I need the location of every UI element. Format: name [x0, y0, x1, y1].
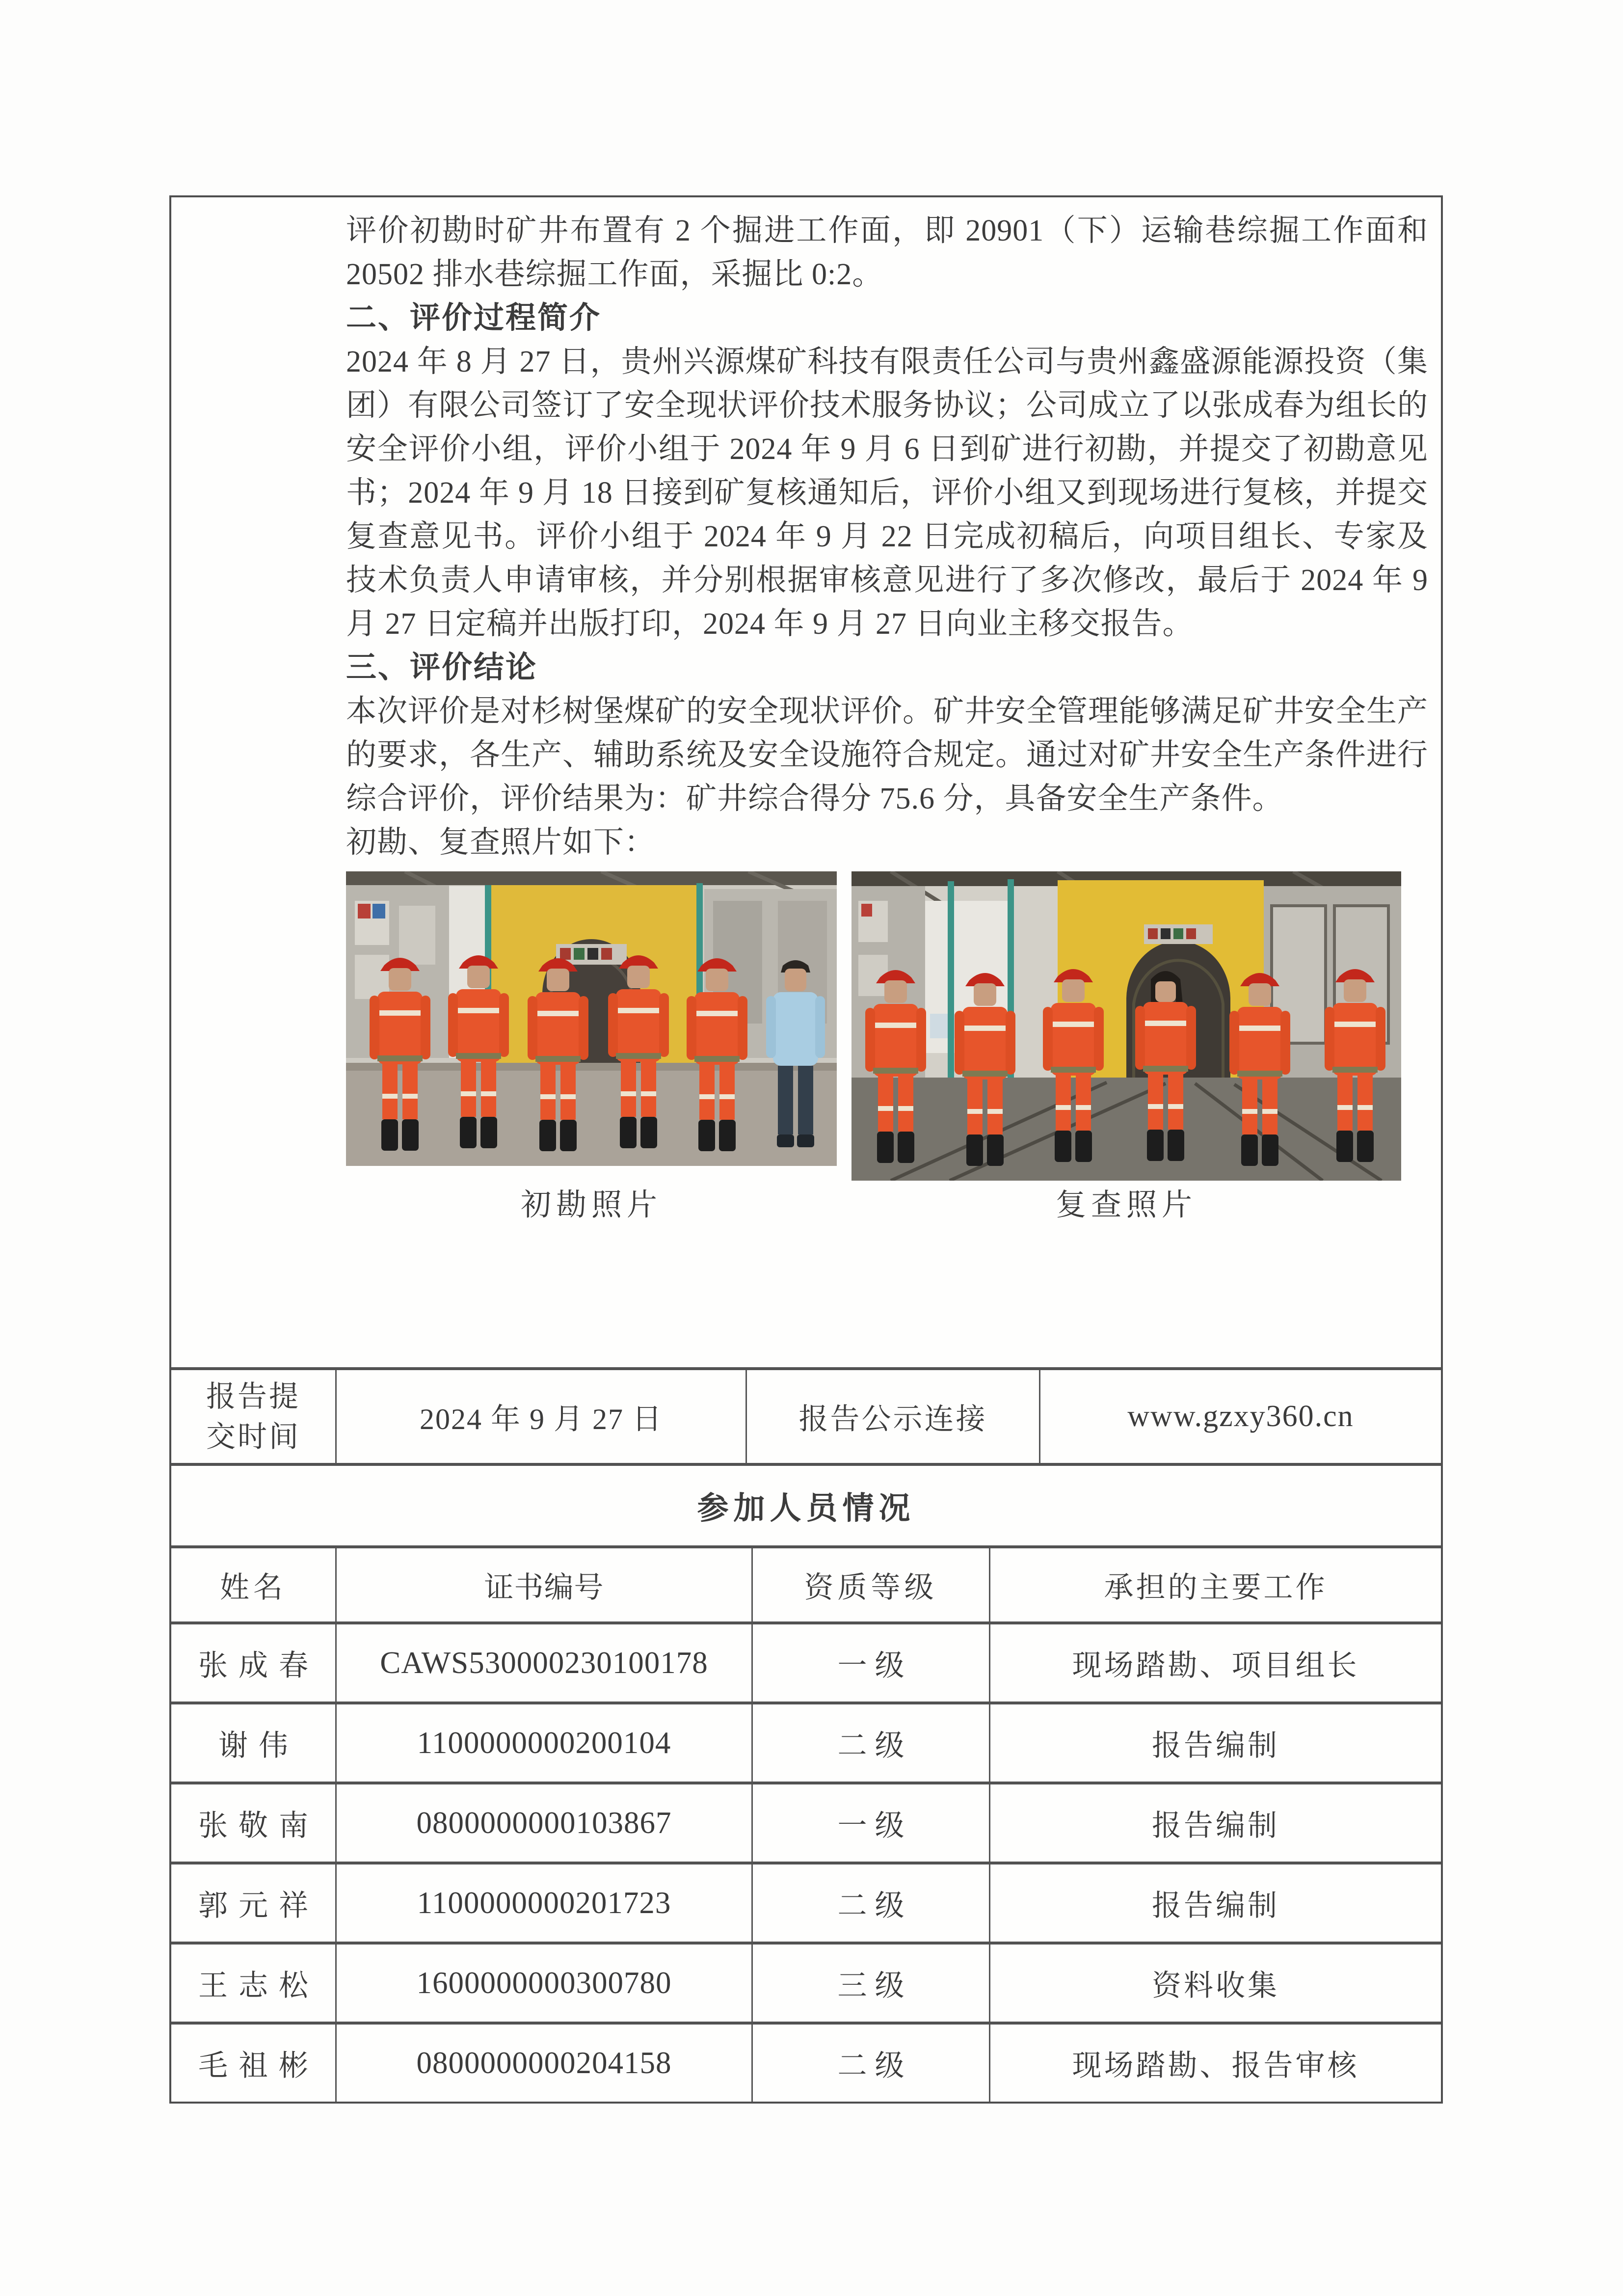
reinspection-photo: [851, 871, 1401, 1181]
main-content-cell: [335, 197, 1441, 1367]
paragraph-photos-intro: 初勘、复查照片如下：: [346, 826, 656, 859]
heading-evaluation-process: 二、评价过程简介: [346, 301, 602, 335]
participants-section-row: [171, 1463, 1441, 1545]
participant-row: [171, 2022, 1441, 2102]
report-submission-row: [171, 1367, 1441, 1463]
participant-work: 报告编制: [989, 1784, 1441, 1862]
paragraph-workfaces: 评价初勘时矿井布置有 2 个掘进工作面，即 20901（下）运输巷综掘工作面和 20502 排水巷综掘工作面，采掘比 0:2。: [346, 214, 1428, 291]
participant-name: 张敬南: [198, 1809, 319, 1842]
participant-work: 报告编制: [989, 1704, 1441, 1782]
reinspection-caption: 复查照片: [1055, 1189, 1197, 1222]
header-level: 资质等级: [751, 1548, 989, 1621]
participant-name: 郭元祥: [198, 1889, 319, 1922]
paragraph-evaluation-process: 2024 年 8 月 27 日，贵州兴源煤矿科技有限责任公司与贵州鑫盛源能源投资（集团）有限公司签订了安全现状评价技术服务协议；公司成立了以张成春为组长的安全评价小组，评价小组于 2024 年 9 月 6 日到矿进行初勘，并提交了初勘意见书；2024 年 9 月 18 日接到矿复核通知后，评价小组又到现场进行复核，并提交复查意见书。评价小组于 2024 年 9 月 22 日完成初稿后，向项目组长、专家及技术负责人申请审核，并分别根据审核意见进行了多次修改，最后于 2024 年 9 月 27 日定稿并出版打印，2024 年 9 月 27 日向业主移交报告。: [346, 345, 1429, 641]
photo-captions: [346, 1186, 1428, 1225]
site-photos: [346, 871, 1428, 1181]
participants-header-row: [171, 1545, 1441, 1621]
participant-name: 毛祖彬: [198, 2049, 319, 2082]
participant-level: 一级: [751, 1624, 989, 1702]
participant-row: [171, 1782, 1441, 1862]
initial-survey-photo: [346, 871, 837, 1166]
participant-work: 报告编制: [989, 1864, 1441, 1942]
heading-evaluation-conclusion: 三、评价结论: [346, 651, 538, 684]
participant-row: [171, 1702, 1441, 1782]
initial-survey-caption: 初勘照片: [520, 1189, 662, 1222]
left-label-cell-empty: [171, 197, 335, 1367]
header-work: 承担的主要工作: [989, 1548, 1441, 1621]
participant-level: 三级: [751, 1945, 989, 2022]
participant-row: [171, 1621, 1441, 1702]
report-submit-time-label: 报告提交时间: [206, 1380, 300, 1453]
participant-level: 二级: [751, 1704, 989, 1782]
participant-cert-no: 1600000000300780: [335, 1945, 751, 2022]
participant-row: [171, 1862, 1441, 1942]
evaluation-report-table: [169, 195, 1443, 2104]
participant-cert-no: 1100000000201723: [335, 1864, 751, 1942]
header-cert-no: 证书编号: [335, 1548, 751, 1621]
participant-name: 谢伟: [218, 1729, 299, 1762]
participant-level: 一级: [751, 1784, 989, 1862]
participant-level: 二级: [751, 1864, 989, 1942]
participant-cert-no: CAWS530000230100178: [335, 1624, 751, 1702]
participant-work: 资料收集: [989, 1945, 1441, 2022]
participants-section-title: 参加人员情况: [697, 1491, 915, 1526]
participant-cert-no: 0800000000103867: [335, 1784, 751, 1862]
participant-cert-no: 0800000000204158: [335, 2025, 751, 2102]
report-submit-date: 2024 年 9 月 27 日: [335, 1370, 745, 1463]
participant-name: 张成春: [198, 1649, 319, 1682]
report-public-link-url: www.gzxy360.cn: [1039, 1370, 1441, 1463]
participant-cert-no: 1100000000200104: [335, 1704, 751, 1782]
paragraph-evaluation-conclusion: 本次评价是对杉树堡煤矿的安全现状评价。矿井安全管理能够满足矿井安全生产的要求，各生产、辅助系统及安全设施符合规定。通过对矿井安全生产条件进行综合评价，评价结果为：矿井综合得分 75.6 分，具备安全生产条件。: [346, 695, 1429, 815]
participant-level: 二级: [751, 2025, 989, 2102]
participant-work: 现场踏勘、项目组长: [989, 1624, 1441, 1702]
main-content-row: [171, 197, 1441, 1367]
participant-work: 现场踏勘、报告审核: [989, 2025, 1441, 2102]
participant-name: 王志松: [198, 1969, 319, 2002]
header-name: 姓名: [220, 1571, 287, 1604]
participant-row: [171, 1942, 1441, 2022]
report-public-link-label: 报告公示连接: [745, 1370, 1039, 1463]
